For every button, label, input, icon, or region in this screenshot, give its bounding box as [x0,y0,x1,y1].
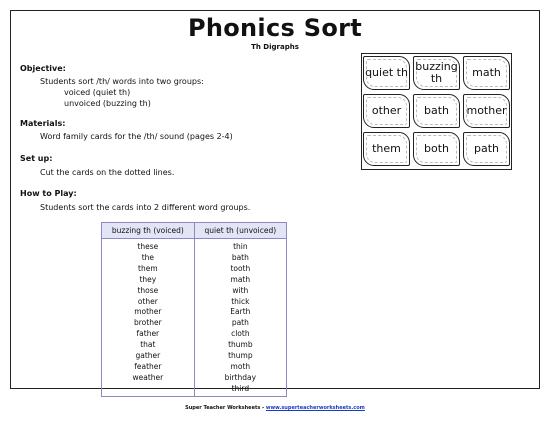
how-to-play-text: Students sort the cards into 2 different word groups. [40,203,251,212]
word-item: brother [134,318,162,328]
objective-voiced: voiced (quiet th) [64,88,131,97]
word-card [463,94,510,128]
word-item: gather [135,351,161,361]
word-item: those [137,285,159,295]
card-label: buzzing th [415,60,458,85]
objective-text: Students sort /th/ words into two groups: [40,77,204,86]
word-item: third [231,383,250,393]
word-item: that [140,340,156,350]
footer-link[interactable]: www.superteacherworksheets.com [265,405,365,411]
word-item: bath [231,252,249,262]
column-header-voiced: buzzing th (voiced) [102,223,195,239]
word-item: other [137,296,158,306]
word-card [463,56,510,90]
word-item: thumb [228,340,253,350]
materials-heading: Materials: [20,119,66,128]
card-label: path [473,142,499,155]
materials-text: Word family cards for the /th/ sound (pages 2-4) [40,132,233,141]
setup-heading: Set up: [20,154,53,163]
word-item: tooth [230,263,251,273]
objective-heading: Objective: [20,64,66,73]
card-label: both [424,142,449,155]
word-item: thin [233,242,248,251]
footer-site-name: Super Teacher Worksheets - [185,405,266,411]
word-card [463,132,510,166]
word-card [413,94,460,128]
word-item: math [230,274,251,284]
voiced-word-list [102,239,195,397]
word-item: thump [228,351,253,361]
word-item: feather [134,361,162,371]
word-item: the [141,252,154,262]
word-item: weather [132,372,164,382]
card-label: bath [423,104,449,117]
word-item: father [136,329,160,339]
objective-unvoiced: unvoiced (buzzing th) [64,99,151,108]
page-subtitle: Th Digraphs [251,43,299,51]
card-label: other [371,104,402,117]
word-item: these [137,242,159,251]
card-grid [361,53,512,170]
card-label: quiet th [365,66,408,79]
setup-text: Cut the cards on the dotted lines. [40,168,175,177]
word-card [413,132,460,166]
word-item: they [139,274,157,284]
word-item: them [138,263,158,273]
word-card [363,56,410,90]
card-label: mother [466,104,507,117]
word-item: path [231,318,249,328]
word-card [363,94,410,128]
word-item: birthday [224,372,257,382]
word-item: thick [231,296,250,306]
word-item: moth [230,361,251,371]
sort-table [101,222,287,397]
column-header-unvoiced: quiet th (unvoiced) [194,223,286,239]
how-to-play-heading: How to Play: [20,189,77,198]
card-label: them [372,142,401,155]
footer [0,405,550,411]
unvoiced-word-list [194,239,286,397]
word-card [363,132,410,166]
word-card [413,56,460,90]
word-item: Earth [230,307,251,317]
card-label: math [472,66,501,79]
word-item: with [232,285,249,295]
word-item: cloth [231,329,250,339]
word-item: mother [134,307,162,317]
page-title: Phonics Sort [187,14,363,42]
